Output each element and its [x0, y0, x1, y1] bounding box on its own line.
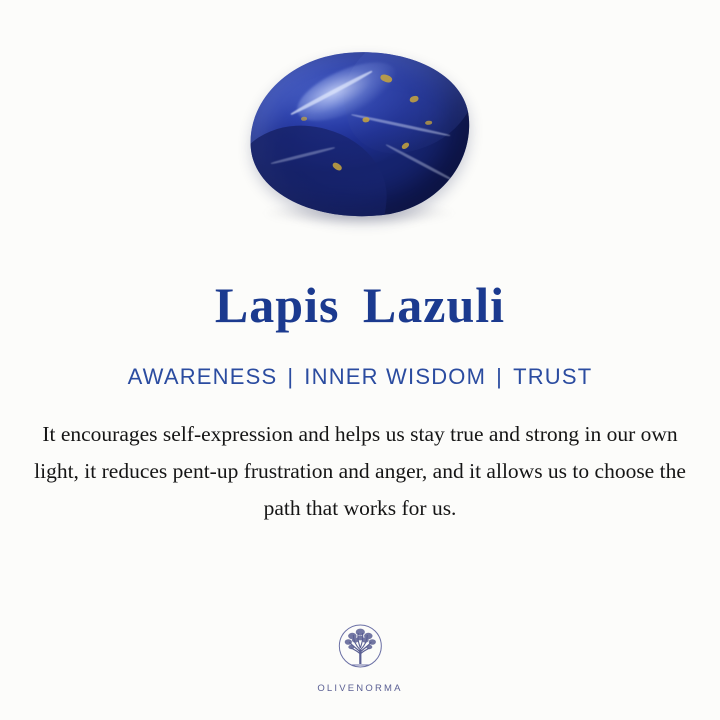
keyword-list	[128, 364, 593, 390]
brand-name: OLIVENORMA	[317, 683, 403, 694]
stone-vein	[385, 143, 456, 183]
pyrite-fleck	[301, 117, 307, 122]
keyword-awareness: AWARENESS	[127, 364, 278, 389]
stone-illustration	[240, 52, 480, 232]
tree-of-life-icon	[332, 620, 388, 678]
page-title: Lapis Lazuli	[214, 277, 506, 333]
keyword-separator: |	[287, 364, 295, 389]
keyword-separator: |	[496, 364, 504, 389]
keyword-trust: TRUST	[513, 364, 593, 389]
stone-image-area	[0, 0, 720, 280]
keyword-inner-wisdom: INNER WISDOM	[304, 364, 487, 389]
brand-logo	[317, 620, 402, 694]
description-text: It encourages self-expression and helps us stay true and strong in our own light, it reduces pent-up frustration and anger, and it allows us to choose the path that works for us.	[34, 422, 686, 520]
